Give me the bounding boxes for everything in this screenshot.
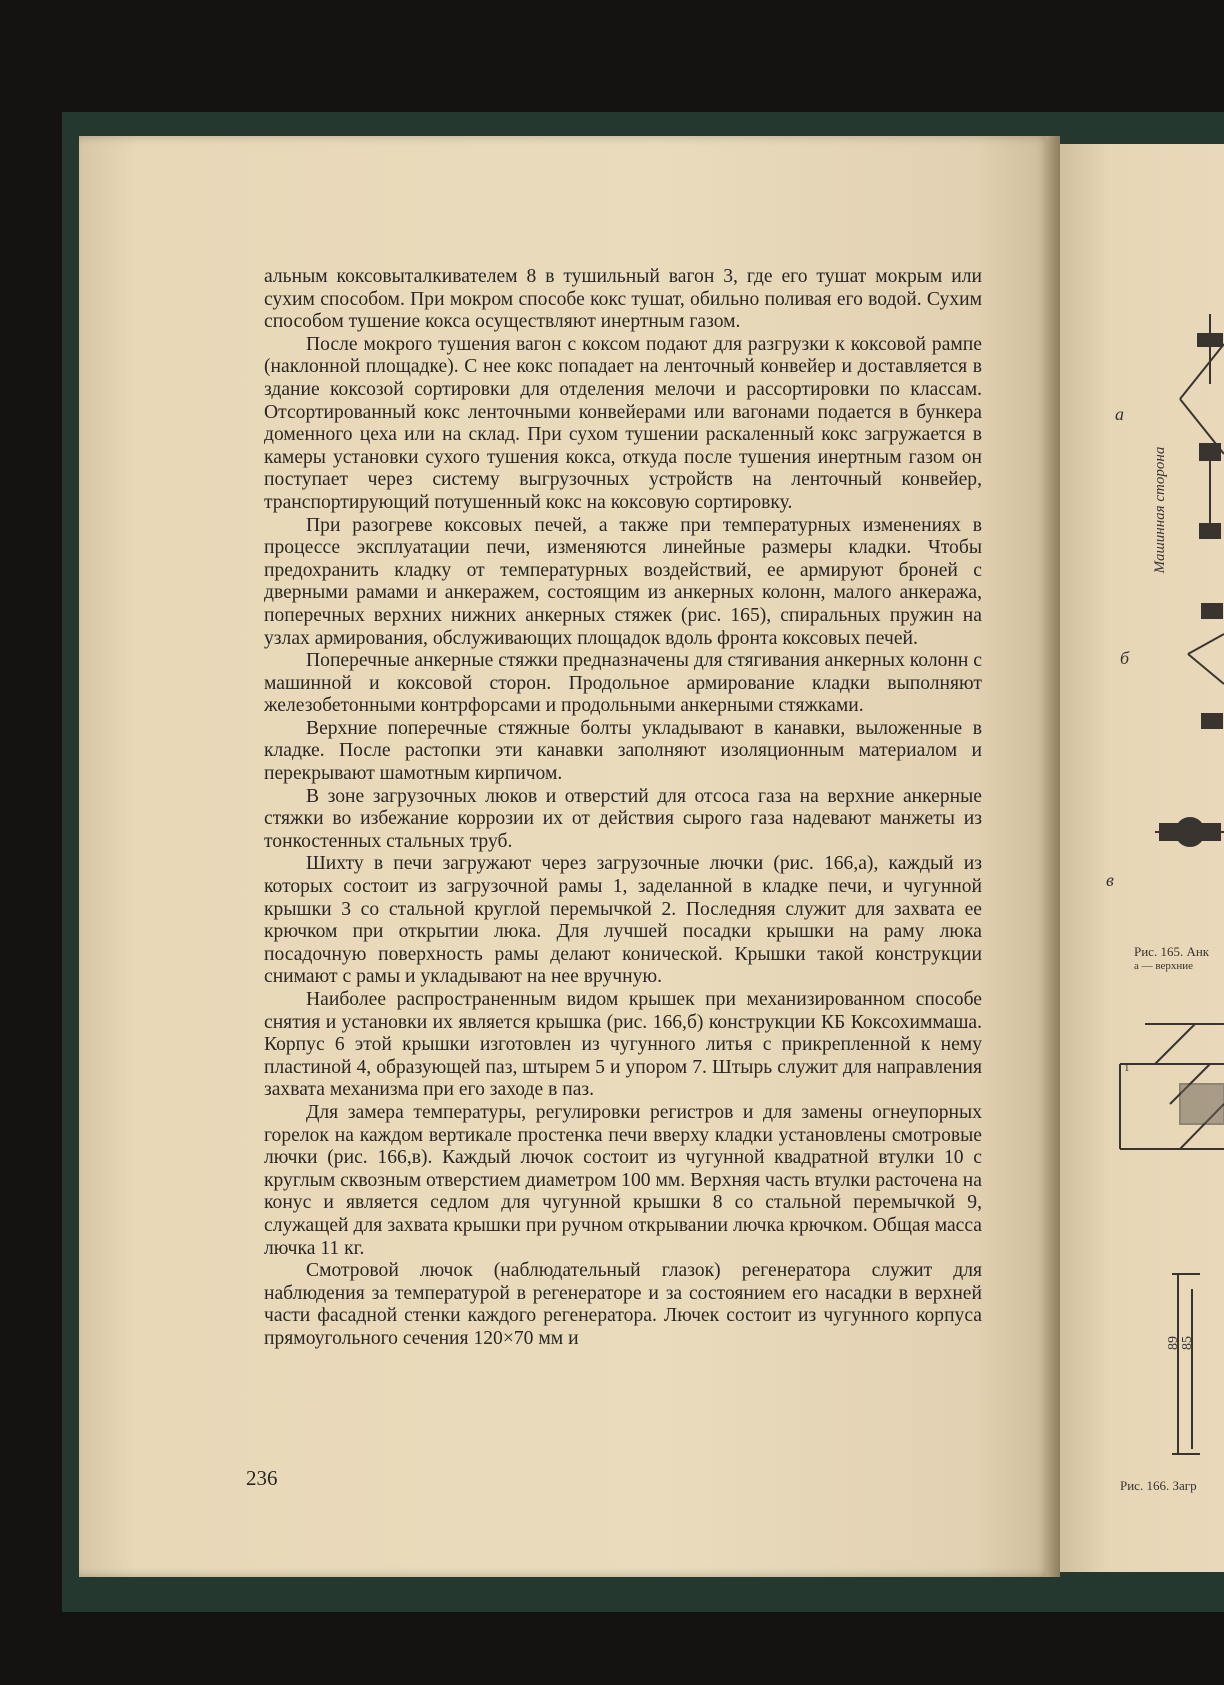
- paragraph-4: Поперечные анкерные стяжки предназначены для стягивания анкерных колонн с машинной и коксовой сторон. Продольное армирование кладки выполняют железобетонными контрфорсами и продольными анкерными стяжками.: [264, 650, 982, 717]
- paragraph-6: В зоне загрузочных люков и отверстий для отсоса газа на верхние анкерные стяжки во избежание коррозии их от действия сырого газа надевают манжеты из тонкостенных стальных труб.: [264, 785, 982, 852]
- paragraph-2: После мокрого тушения вагон с коксом подают для разгрузки к коксовой рампе (наклонной площадке). С нее кокс попадает на ленточный конвейер и доставляется в здание коксозой сортировки для отделения мелочи и рассортировки по классам. Отсортированный кокс ленточными конвейерами или вагонами подается в бункера доменного цеха или на склад. При сухом тушении раскаленный кокс загружается в камеры установки сухого тушения кокса, откуда после тушения инертным газом он поступает через систему выгрузочных устройств на ленточный конвейер, транспортирующий потушенный кокс на коксовую сортировку.: [264, 333, 982, 513]
- book-gutter: [1046, 136, 1060, 1577]
- figure-166-caption: Рис. 166. Загр: [1120, 1478, 1197, 1493]
- figure-165-subcaption: а — верхние: [1134, 960, 1194, 972]
- figure-letter-v: в: [1106, 870, 1114, 890]
- paragraph-1: альным коксовыталкивателем 8 в тушильный вагон 3, где его тушат мокрым или сухим способом. При мокром способе кокс тушат, обильно поливая его водой. Сухим способом тушение кокса осуществляют инертным газом.: [264, 266, 982, 333]
- figure-166-label-1: 1: [1124, 1062, 1130, 1074]
- dimension-85: 85: [1180, 1336, 1195, 1350]
- paragraph-5: Верхние поперечные стяжные болты укладывают в канавки, выложенные в кладке. После растопки эти канавки заполняют изоляционным материалом и перекрывают шамотным кирпичом.: [264, 717, 982, 785]
- machine-side-label: Машинная сторона: [1152, 446, 1168, 574]
- paragraph-10: Смотровой лючок (наблюдательный глазок) регенератора служит для наблюдения за температурой в регенераторе и за состоянием его насадки в верхней части фасадной стенки каждого регенератора. Лючек состоит из чугунного корпуса прямоугольного сечения 120×70 мм и: [264, 1260, 982, 1349]
- figure-165-caption: Рис. 165. Анк: [1134, 944, 1210, 959]
- body-text: [264, 266, 982, 1351]
- figure-fragments: [1060, 144, 1224, 1572]
- paragraph-7: Шихту в печи загружают через загрузочные лючки (рис. 166,а), каждый из которых состоит из загрузочной рамы 1, заделанной в кладке печи, и чугунной крышки 3 со стальной круглой перемычкой 2. Последняя служит для захвата ее крючком при открытии люка. Для лучшей посадки крышки на раму люка посадочную поверхность рамы делают конической. Крышки такой конструкции снимают с рамы и укладывают на нее вручную.: [264, 853, 982, 988]
- figure-letter-a: а: [1115, 404, 1124, 424]
- page-number: 236: [246, 1466, 278, 1490]
- paragraph-3: При разогреве коксовых печей, а также при температурных изменениях в процессе эксплуатации печи, изменяются линейные размеры кладки. Чтобы предохранить кладку от температурных воздействий, ее армируют броней с дверными рамами и анкеражем, состоящим из анкерных колонн, малого анкеража, поперечных верхних нижних анкерных стяжек (рис. 165), спиральных пружин на узлах армирования, обслуживающих площадок вдоль фронта коксовых печей.: [264, 514, 982, 649]
- figure-letter-b: б: [1120, 648, 1130, 668]
- paragraph-8: Наиболее распространенным видом крышек при механизированном способе снятия и установки их является крышка (рис. 166,б) конструкции КБ Коксохиммаша. Корпус 6 этой крышки изготовлен из чугунного литья с прикрепленной к нему пластиной 4, образующей паз, штырем 5 и упором 7. Штырь служит для направления захвата механизма при его заходе в паз.: [264, 989, 982, 1101]
- dimension-89: 89: [1166, 1336, 1181, 1350]
- paragraph-9: Для замера температуры, регулировки регистров и для замены огнеупорных горелок на каждом вертикале простенка печи вверху кладки установлены смотровые лючки (рис. 166,в). Каждый лючок состоит из чугунной квадратной втулки 10 с круглым сквозным отверстием диаметром 100 мм. Верхняя часть втулки расточена на конус и является седлом для чугунной крышки 8 со стальной перемычкой 9, служащей для захвата крышки при ручном открывании лючка крючком. Общая масса лючка 11 кг.: [264, 1101, 982, 1259]
